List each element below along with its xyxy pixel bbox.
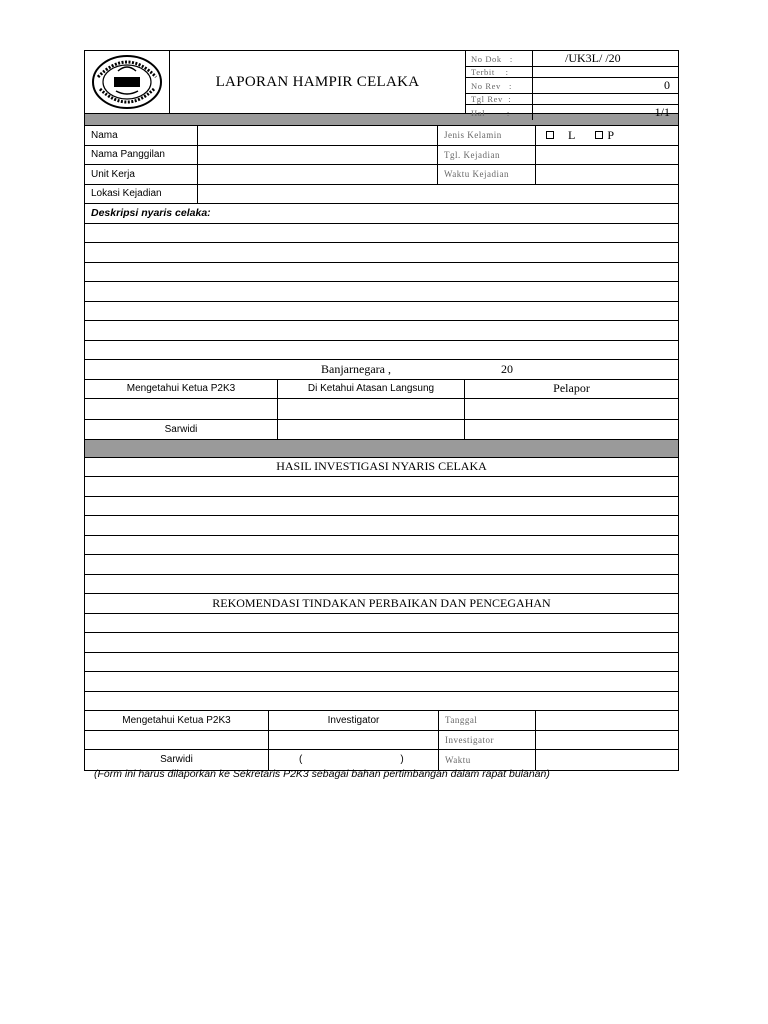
row-investigation-sign-3 [85,750,678,770]
row-investigasi-title [85,458,678,478]
investigasi-line[interactable] [85,555,678,575]
doc-row-hal [466,105,678,120]
row-signature-space [85,399,678,420]
doc-label: Hal : [466,105,533,120]
form-footnote: (Form ini harus dilaporkan ke Sekretaris P2K3 sebagai bahan pertimbangan dalam rapat bulanan) [94,768,550,780]
row-signature-headers [85,380,678,400]
doc-row-tgl-rev [466,94,678,105]
year-text: 20 [500,361,513,376]
lokasi-kejadian-input[interactable] [198,185,678,204]
doc-rev-value: 0 [664,78,670,92]
nama-input[interactable] [198,126,438,145]
pelapor-name[interactable] [465,420,678,439]
tanggal-label: Tanggal [439,711,536,730]
unit-kerja-input[interactable] [198,165,438,184]
investigasi-line[interactable] [85,477,678,497]
deskripsi-line[interactable] [85,243,678,263]
row-deskripsi-label [85,204,678,224]
ketua-name: Sarwidi [85,420,278,439]
deskripsi-label: Deskripsi nyaris celaka: [91,207,211,220]
lokasi-kejadian-label: Lokasi Kejadian [85,185,198,204]
ketua-p2k3-label-2: Mengetahui Ketua P2K3 [85,711,269,730]
paren-open: ( [299,754,303,766]
tgl-kejadian-input[interactable] [536,146,678,165]
form-title: LAPORAN HAMPIR CELAKA [170,51,466,113]
doc-label: No Rev : [466,78,533,93]
investigator-name[interactable] [269,750,439,770]
tanggal-input[interactable] [536,711,678,730]
rekomendasi-line[interactable] [85,653,678,673]
row-investigation-sign-1 [85,711,678,731]
rsi-logo-icon [90,53,164,111]
row-rekomendasi-title [85,594,678,614]
gender-l-checkbox[interactable] [546,131,554,139]
doc-tgl-rev-value[interactable] [533,94,678,104]
row-investigation-sign-2 [85,731,678,751]
waktu-kejadian-label: Waktu Kejadian [438,165,536,184]
row-unit-kerja [85,165,678,185]
nama-panggilan-input[interactable] [198,146,438,165]
unit-kerja-label: Unit Kerja [85,165,198,184]
deskripsi-line[interactable] [85,224,678,244]
investigator-input[interactable] [536,731,678,750]
form-header [85,51,678,119]
investigasi-title: HASIL INVESTIGASI NYARIS CELAKA [276,459,487,474]
document-info-table [466,51,678,119]
investigator-label: Investigator [269,711,439,730]
doc-number-value: /UK3L/ /20 [565,51,621,65]
doc-page-value: 1/1 [654,105,670,119]
row-nama [85,126,678,146]
doc-row-no-rev [466,78,678,94]
place-date [85,360,678,379]
ketua-name-2: Sarwidi [85,750,269,770]
ketua-p2k3-label: Mengetahui Ketua P2K3 [85,380,278,399]
investigasi-line[interactable] [85,536,678,556]
investigasi-line[interactable] [85,575,678,595]
doc-label: Terbit : [466,67,533,77]
deskripsi-line[interactable] [85,341,678,361]
waktu-label: Waktu [439,750,536,770]
gender-p-checkbox[interactable] [595,131,603,139]
rekomendasi-line[interactable] [85,672,678,692]
row-lokasi-kejadian [85,185,678,205]
row-signature-names [85,420,678,440]
hospital-logo [85,51,170,113]
gender-l-label: L [568,127,576,142]
rekomendasi-title: REKOMENDASI TINDAKAN PERBAIKAN DAN PENCEGAHAN [212,595,551,610]
doc-terbit-value[interactable] [533,67,678,77]
investigator-signature-box[interactable] [269,731,439,750]
place-date-text: Banjarnegara , [321,361,391,376]
doc-row-no-dok [466,51,678,67]
atasan-signature-box[interactable] [278,399,465,419]
incident-report-form [84,50,679,771]
paren-close: ) [400,754,404,766]
jenis-kelamin-label: Jenis Kelamin [438,126,536,145]
doc-label: No Dok : [466,51,533,66]
atasan-name[interactable] [278,420,465,439]
pelapor-label: Pelapor [553,381,590,396]
doc-label: Tgl Rev : [466,94,533,104]
rekomendasi-line[interactable] [85,614,678,634]
deskripsi-line[interactable] [85,302,678,322]
deskripsi-line[interactable] [85,321,678,341]
investigasi-line[interactable] [85,497,678,517]
investigasi-line[interactable] [85,516,678,536]
atasan-langsung-label: Di Ketahui Atasan Langsung [278,380,465,399]
deskripsi-line[interactable] [85,263,678,283]
pelapor-signature-box[interactable] [465,399,678,419]
row-nama-panggilan [85,146,678,166]
doc-row-terbit [466,67,678,78]
nama-label: Nama [85,126,198,145]
section-divider [85,440,678,458]
rekomendasi-line[interactable] [85,633,678,653]
row-place-date [85,360,678,380]
ketua-signature-box[interactable] [85,399,278,419]
tgl-kejadian-label: Tgl. Kejadian [438,146,536,165]
gender-p-label: P [607,127,615,142]
waktu-kejadian-input[interactable] [536,165,678,184]
gender-options [536,126,678,145]
deskripsi-line[interactable] [85,282,678,302]
investigator-field-label: Investigator [439,731,536,750]
rekomendasi-line[interactable] [85,692,678,712]
nama-panggilan-label: Nama Panggilan [85,146,198,165]
waktu-input[interactable] [536,750,678,770]
ketua-signature-box-2[interactable] [85,731,269,750]
